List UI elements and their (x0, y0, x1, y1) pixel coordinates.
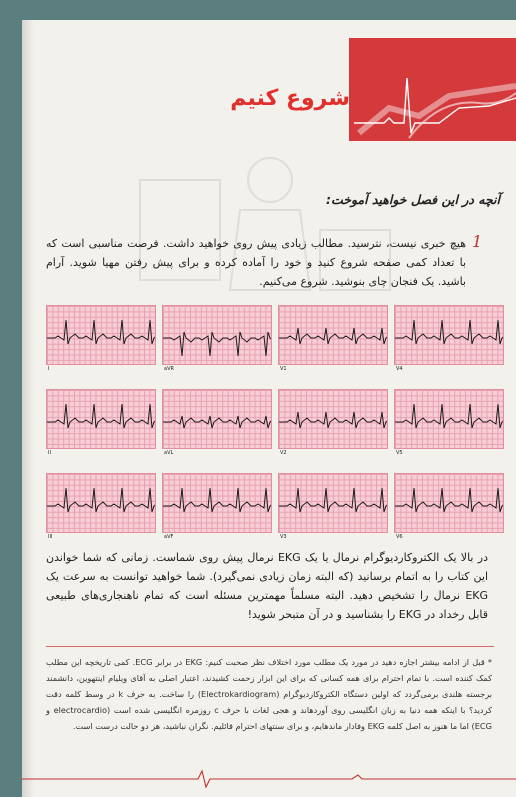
ekg-lead-iii (46, 473, 156, 533)
ekg-trace (395, 390, 503, 448)
ekg-trace (395, 474, 503, 532)
ekg-waveform (47, 404, 155, 428)
lead-label: V2 (280, 450, 287, 456)
ekg-trace (395, 306, 503, 364)
intro-paragraph: هیچ خبری نیست، نترسید. مطالب زیادی پیش روی خواهید داشت. فرصت مناسبی است که با تعداد کمی صفحه شروع کنید و خود را آماده کرده و برای پیش رفتن مهیا شوید. آرام باشید. یک فنجان چای بنوشید. شروع می‌کنیم. (46, 237, 466, 288)
ekg-waveform (47, 488, 155, 512)
section-subtitle: آنچه در این فصل خواهید آموخت: (325, 192, 500, 207)
ekg-trace (163, 390, 271, 448)
chapter-header-image (349, 38, 516, 141)
footnote-text: * قبل از ادامه بیشتر اجازه دهید در مورد یک مطلب مورد اختلاف نظر صحبت کنیم: EKG در برابر ECG. کمی تاریخچه این مطلب کمک کننده است. با تمام احترام برای همه کسانی که برای این ابزار زحمت کشیدند، اعتبار اصلی به آقای ویلیام اینتهوین، دانشمند برجسته هلندی برمی‌گردد که اولین دستگاه الکتروکاردیوگرام (Electrokardiogram) را ساخت. به حرف k در وسط کلمه دقت کردید؟ با اینکه همه دنیا به زبان انگلیسی روی آوردهاند و هجی لغات با حرف c روزمره انگلیسی شده است (electrocardio و ECG) اما ما هنوز به اصل کلمه EKG وفادار ماندهایم، و برای سنتهای احترام قائلیم. نگران نباشید، هر دو حالت درست است. (46, 657, 493, 731)
chapter-title: شروع کنیم (230, 86, 350, 111)
ekg-lead-ii (46, 389, 156, 449)
ekg-trace (279, 390, 387, 448)
ekg-lead-avf (162, 473, 272, 533)
lead-label: V4 (396, 366, 403, 372)
lead-label: aVR (164, 366, 174, 372)
ekg-trace (47, 306, 155, 364)
footnote-divider (46, 646, 494, 647)
ekg-waveform (163, 416, 271, 428)
lead-label: aVL (164, 450, 174, 456)
ekg-waveform (47, 320, 155, 344)
ekg-waveform (163, 488, 271, 512)
ekg-lead-v2 (278, 389, 388, 449)
ekg-trace (279, 474, 387, 532)
lead-label: V1 (280, 366, 287, 372)
ekg-waveform (395, 320, 503, 344)
lead-label: II (48, 450, 51, 456)
ekg-lead-v6 (394, 473, 504, 533)
ekg-trace (279, 306, 387, 364)
ekg-waveform (163, 332, 271, 356)
body-paragraph: در بالا یک الکتروکاردیوگرام نرمال یا یک EKG نرمال پیش روی شماست. زمانی که شما خواندن این کتاب را به اتمام برسانید (که البته زمان زیادی نمی‌گیرد). شما خواهید توانست به سرعت یک EKG نرمال را تشخیص دهید. البته مسلماً مهمترین مسئله است که تمام ناهنجاری‌های طبیعی قابل رخداد در EKG را بشناسید و در آن متبحر شوید! (46, 551, 488, 621)
ekg-waveform (279, 412, 387, 428)
lead-label: III (48, 534, 53, 540)
ekg-paper-illustration (349, 38, 516, 141)
ekg-lead-v3 (278, 473, 388, 533)
ekg-waveform (395, 488, 503, 512)
lead-label: V3 (280, 534, 287, 540)
ekg-trace (163, 474, 271, 532)
lead-label: aVF (164, 534, 174, 540)
paragraph-number: 1 (472, 232, 483, 251)
footer-ekg-line (22, 765, 516, 795)
ekg-trace (163, 306, 271, 364)
ekg-trace (47, 474, 155, 532)
ekg-lead-i (46, 305, 156, 365)
ekg-lead-v5 (394, 389, 504, 449)
lead-label: I (48, 366, 50, 372)
lead-label: V6 (396, 534, 403, 540)
ekg-12-lead-figure (46, 305, 498, 540)
ekg-trace (47, 390, 155, 448)
ekg-lead-v4 (394, 305, 504, 365)
ekg-waveform (279, 328, 387, 344)
lead-label: V5 (396, 450, 403, 456)
ekg-lead-avr (162, 305, 272, 365)
ekg-lead-avl (162, 389, 272, 449)
ekg-lead-v1 (278, 305, 388, 365)
ekg-waveform (395, 404, 503, 428)
ekg-waveform (279, 488, 387, 512)
page-binding-shadow (22, 20, 34, 797)
